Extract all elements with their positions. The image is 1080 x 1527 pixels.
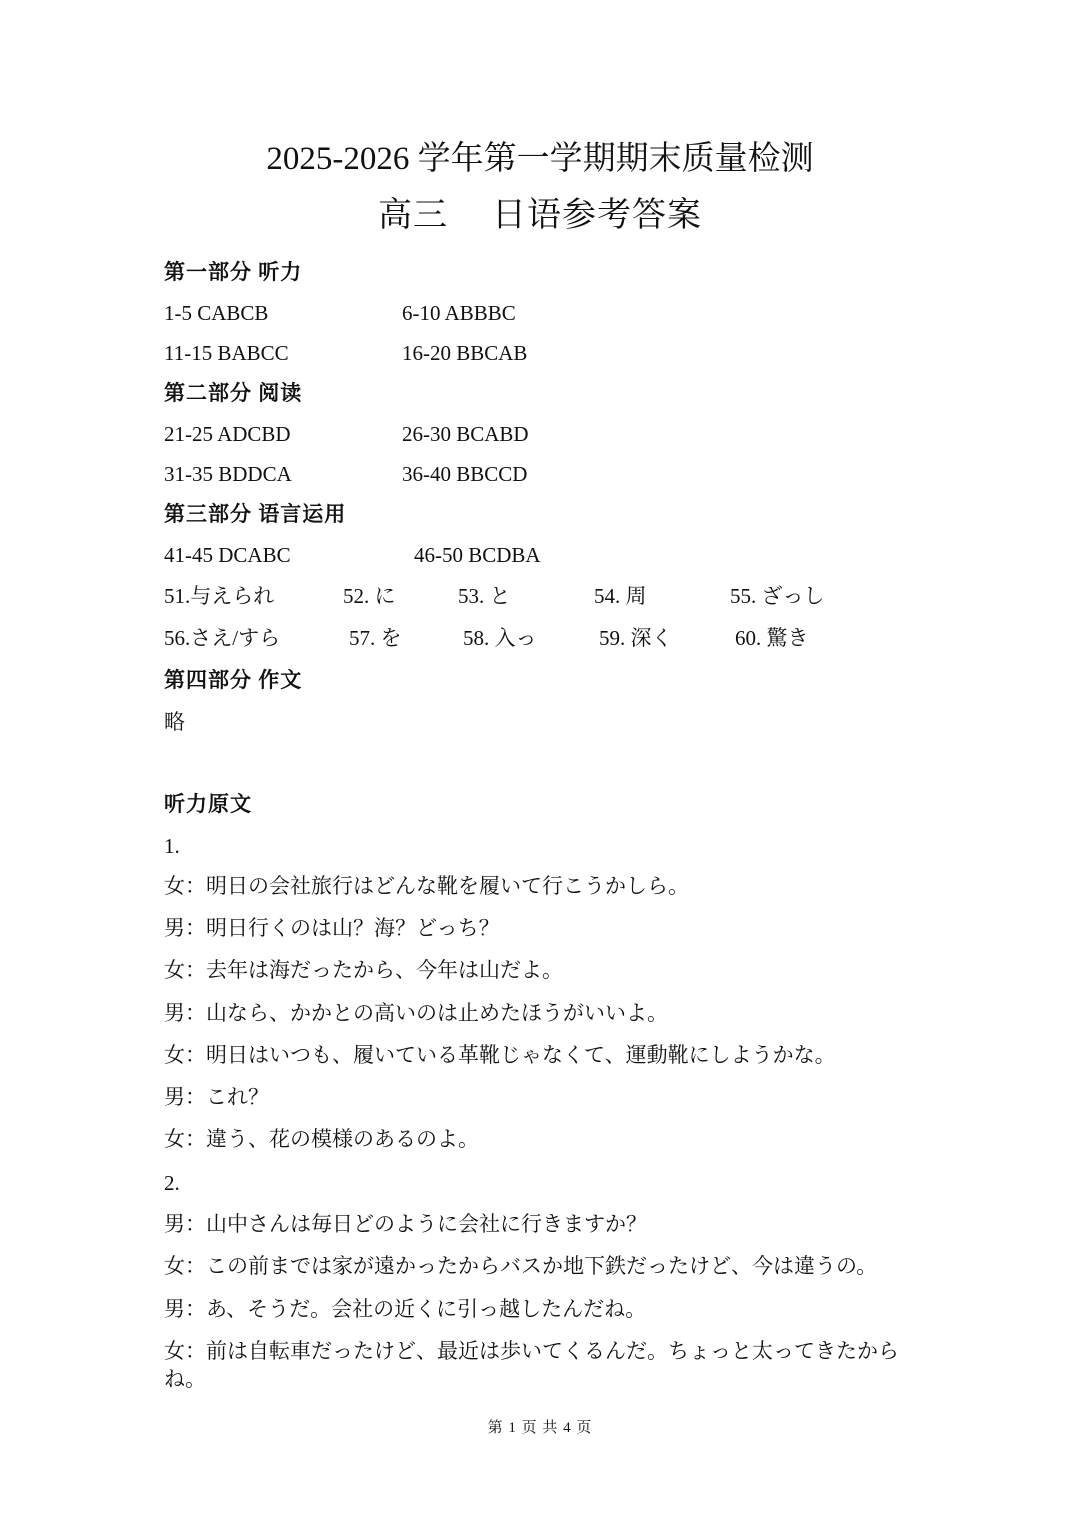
- colon: ：: [185, 916, 206, 940]
- fill-answer: 55. ざっし: [730, 584, 825, 608]
- speaker-label: 男: [164, 1001, 185, 1025]
- colon: ：: [185, 1254, 206, 1278]
- question-number: 1.: [164, 834, 180, 858]
- colon: ：: [185, 1001, 206, 1025]
- answer-group: 11-15 BABCC: [164, 341, 289, 365]
- colon: ：: [185, 1043, 206, 1067]
- transcript-heading: 听力原文: [164, 792, 252, 816]
- subtitle-subject: 日语参考答案: [492, 197, 702, 234]
- part1-heading: 第一部分 听力: [164, 260, 303, 284]
- speaker-label: 女: [164, 958, 185, 982]
- part3-heading: 第三部分 语言运用: [164, 502, 347, 526]
- dialog-line: [164, 999, 924, 1027]
- speaker-label: 女: [164, 1339, 185, 1363]
- colon: ：: [185, 1297, 206, 1321]
- dialog-text: 山中さんは毎日どのように会社に行きますか？: [206, 1212, 647, 1236]
- answer-group: 41-45 DCABC: [164, 543, 291, 567]
- colon: ：: [185, 1085, 206, 1109]
- colon: ：: [185, 958, 206, 982]
- dialog-line: [164, 1337, 924, 1393]
- question-number: 2.: [164, 1171, 180, 1195]
- fill-answer: 57. を: [349, 626, 402, 650]
- speaker-label: 女: [164, 874, 185, 898]
- answer-group: 1-5 CABCB: [164, 301, 269, 325]
- essay-answer: 略: [164, 710, 185, 734]
- subtitle-grade: 高三: [378, 197, 448, 234]
- fill-answer: 52. に: [343, 584, 396, 608]
- document-title: 2025-2026 学年第一学期期末质量检测: [266, 141, 814, 177]
- speaker-label: 男: [164, 1212, 185, 1236]
- speaker-label: 女: [164, 1254, 185, 1278]
- part4-heading: 第四部分 作文: [164, 668, 303, 692]
- colon: ：: [185, 1212, 206, 1236]
- dialog-line: [164, 1210, 924, 1238]
- fill-answer: 59. 深く: [599, 626, 673, 650]
- answer-group: 36-40 BBCCD: [402, 462, 528, 486]
- dialog-text: 明日はいつも、履いている革靴じゃなくて、運動靴にしようかな。: [206, 1043, 836, 1067]
- dialog-text: 前は自転車だったけど、最近は歩いてくるんだ。ちょっと太ってきたからね。: [164, 1339, 899, 1391]
- answer-group: 31-35 BDDCA: [164, 462, 292, 486]
- speaker-label: 男: [164, 1085, 185, 1109]
- speaker-label: 男: [164, 916, 185, 940]
- dialog-text: 明日行くのは山？海？どっち？: [206, 916, 500, 940]
- dialog-text: 山なら、かかとの高いのは止めたほうがいいよ。: [206, 1001, 668, 1025]
- answer-group: 46-50 BCDBA: [414, 543, 541, 567]
- fill-answer: 58. 入っ: [463, 626, 537, 650]
- colon: ：: [185, 1127, 206, 1151]
- dialog-text: 去年は海だったから、今年は山だよ。: [206, 958, 563, 982]
- colon: ：: [185, 874, 206, 898]
- speaker-label: 女: [164, 1127, 185, 1151]
- dialog-line: [164, 1125, 924, 1153]
- answer-group: 26-30 BCABD: [402, 422, 529, 446]
- dialog-line: [164, 1083, 924, 1111]
- dialog-text: これ？: [206, 1085, 269, 1109]
- part2-heading: 第二部分 阅读: [164, 381, 303, 405]
- dialog-line: [164, 956, 924, 984]
- fill-answer: 53. と: [458, 584, 511, 608]
- fill-answer: 54. 周: [594, 584, 647, 608]
- colon: ：: [185, 1339, 206, 1363]
- fill-answer: 56.さえ/すら: [164, 626, 281, 650]
- answer-group: 21-25 ADCBD: [164, 422, 291, 446]
- answer-group: 16-20 BBCAB: [402, 341, 528, 365]
- fill-answer: 60. 驚き: [735, 626, 809, 650]
- dialog-line: [164, 1295, 924, 1323]
- dialog-line: [164, 872, 924, 900]
- dialog-line: [164, 1041, 924, 1069]
- speaker-label: 男: [164, 1297, 185, 1321]
- page-footer: 第 1 页 共 4 页: [487, 1420, 593, 1436]
- dialog-text: あ、そうだ。会社の近くに引っ越したんだね。: [206, 1297, 647, 1321]
- speaker-label: 女: [164, 1043, 185, 1067]
- dialog-line: [164, 914, 924, 942]
- dialog-line: [164, 1252, 924, 1280]
- dialog-text: この前までは家が遠かったからバスか地下鉄だったけど、今は違うの。: [206, 1254, 878, 1278]
- document-subtitle: [0, 196, 1080, 236]
- fill-answer: 51.与えられ: [164, 584, 275, 608]
- answer-group: 6-10 ABBBC: [402, 301, 516, 325]
- dialog-text: 違う、花の模様のあるのよ。: [206, 1127, 479, 1151]
- dialog-text: 明日の会社旅行はどんな靴を履いて行こうかしら。: [206, 874, 689, 898]
